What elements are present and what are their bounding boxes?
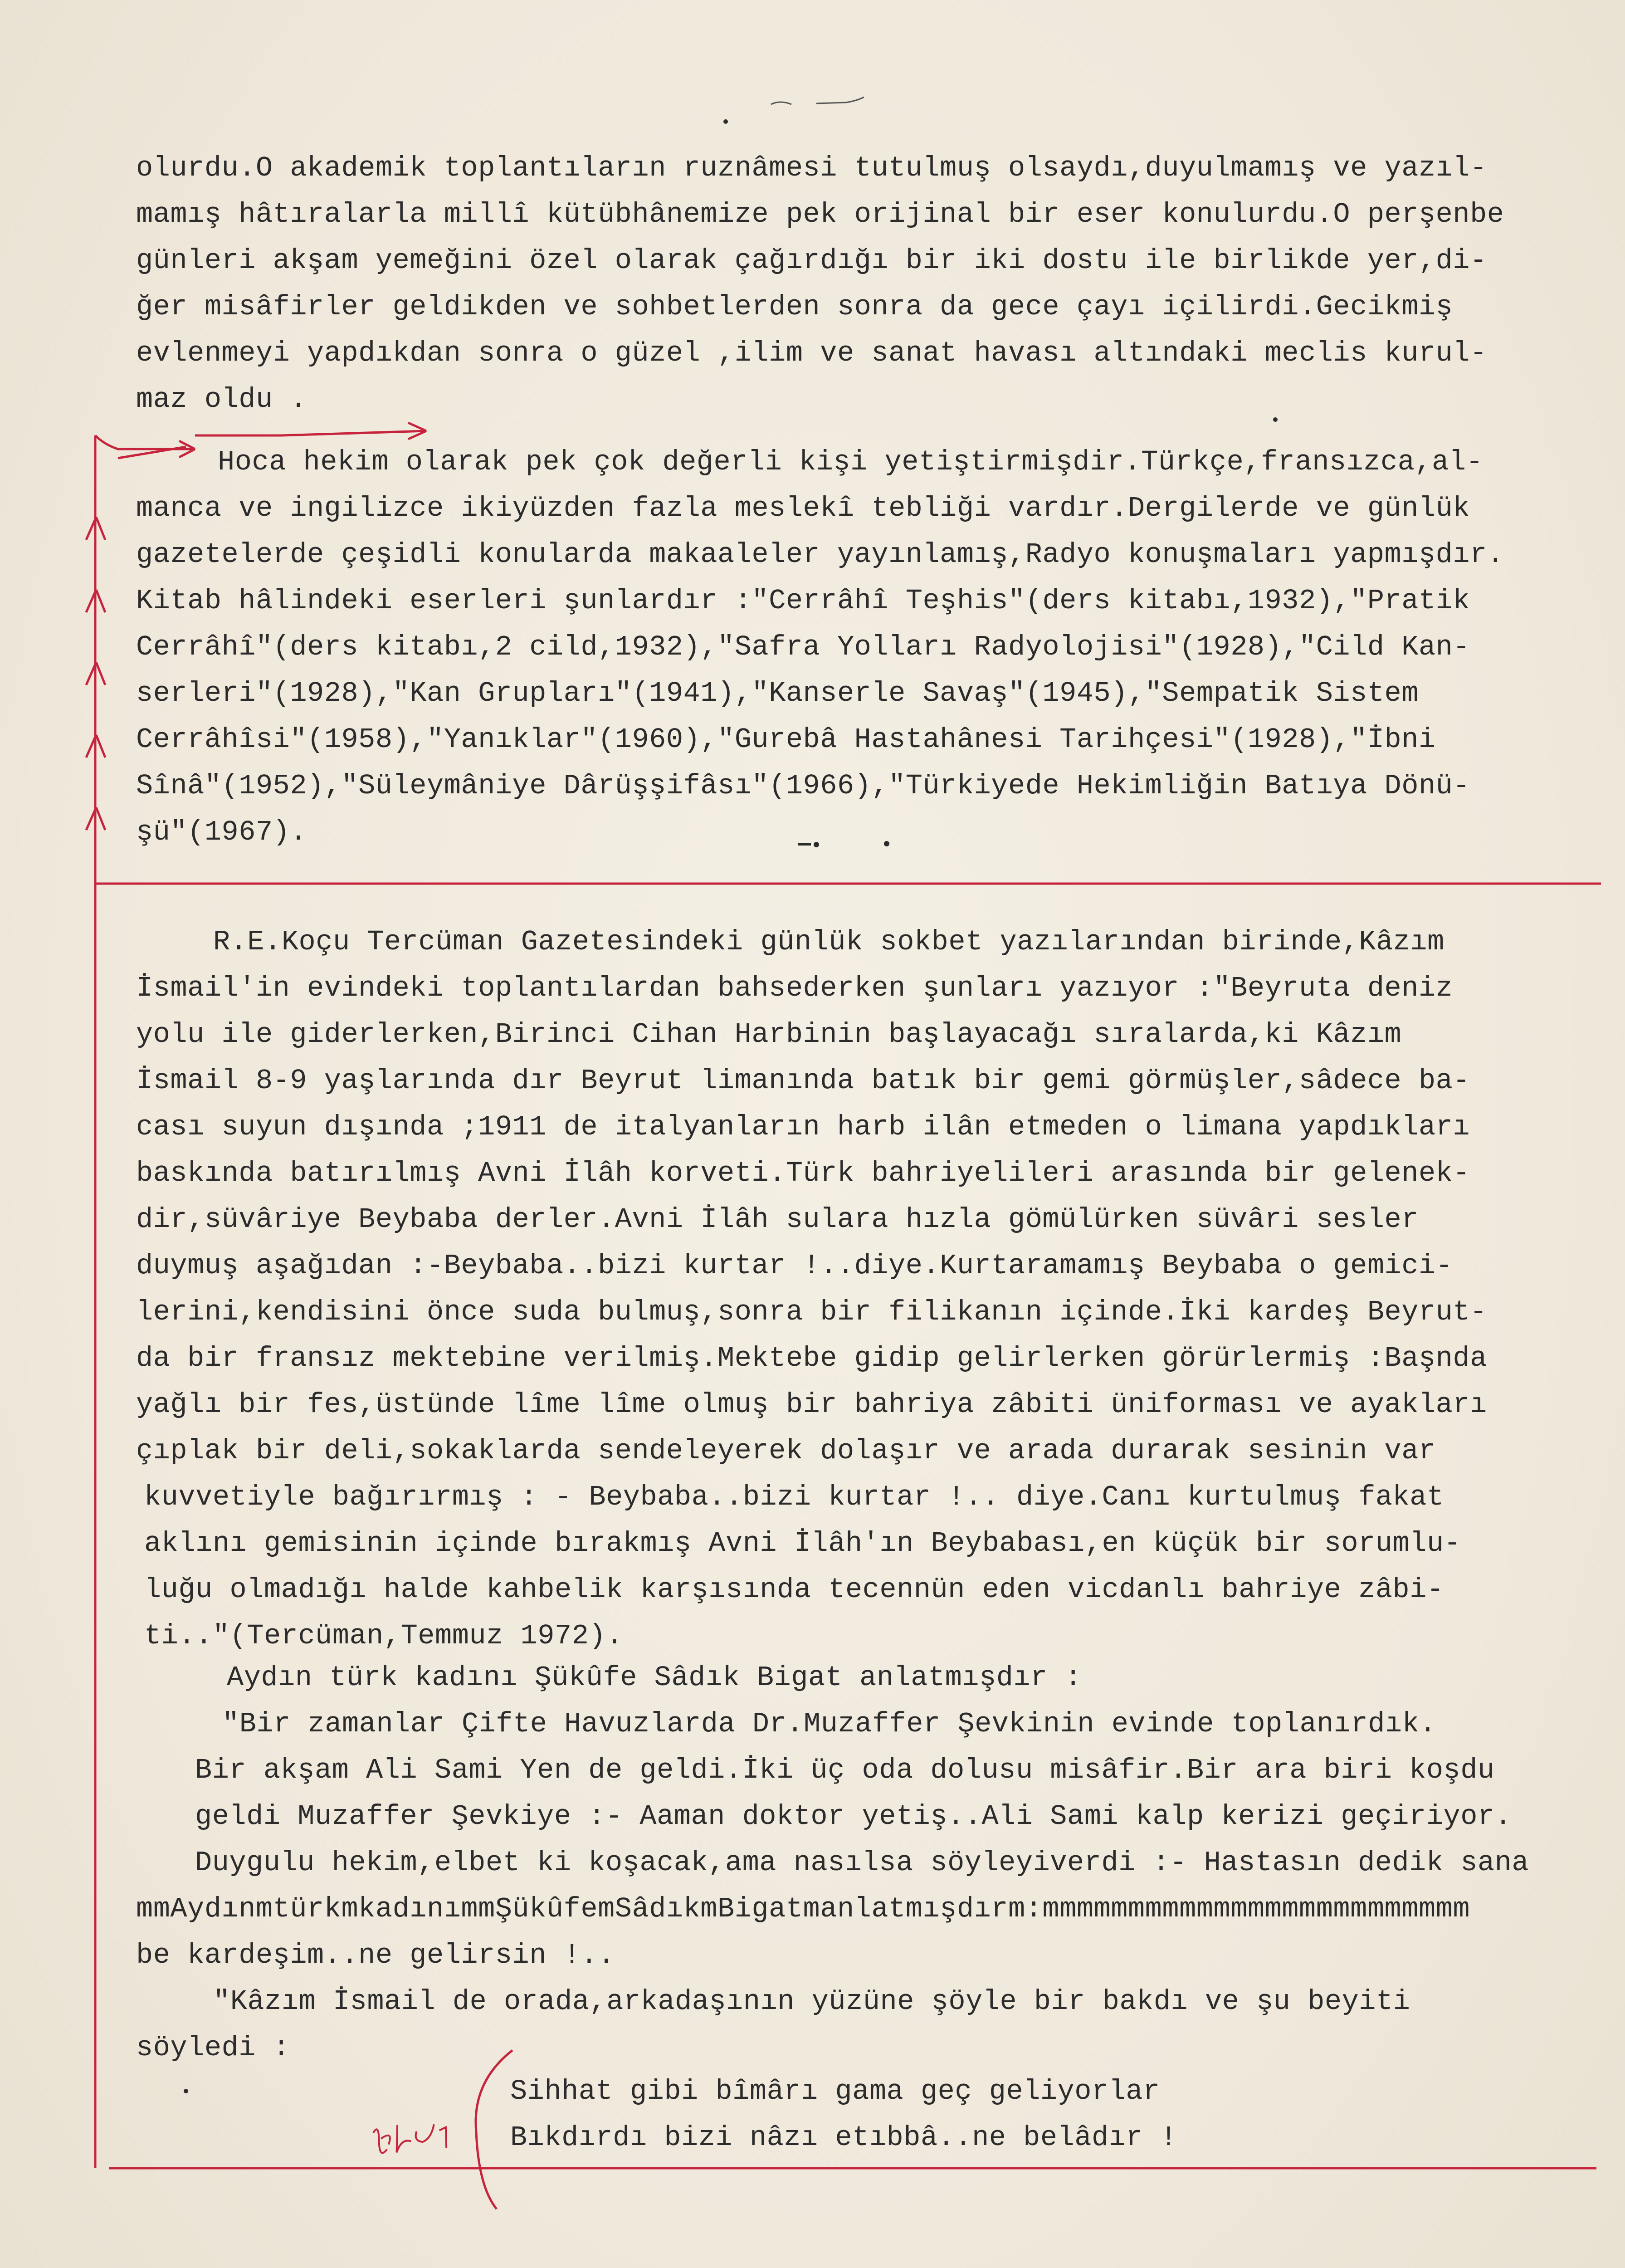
typed-line: lerini,kendisini önce suda bulmuş,sonra bir filikanın içinde.İki kardeş Beyrut- [136, 1296, 1487, 1328]
typed-line: çıplak bir deli,sokaklarda sendeleyerek dolaşır ve arada durarak sesinin var [136, 1435, 1436, 1467]
typed-line: Hoca hekim olarak pek çok değerli kişi yetiştirmişdir.Türkçe,fransızca,al- [218, 446, 1483, 478]
typed-line: mmAydınmtürkmkadınımmŞükûfemSâdıkmBigatmanlatmışdırm:mmmmmmmmmmmmmmmmmmmmmmmmm [136, 1893, 1470, 1925]
typed-line: söyledi : [136, 2032, 290, 2064]
verse-couplet [510, 2068, 1177, 2161]
typed-line: baskında batırılmış Avni İlâh korveti.Türk bahriyelileri arasında bir gelenek- [136, 1157, 1470, 1189]
typed-line: "Bir zamanlar Çifte Havuzlarda Dr.Muzaffer Şevkinin evinde toplanırdık. [222, 1708, 1437, 1740]
typed-line: günleri akşam yemeğini özel olarak çağırdığı bir iki dostu ile birlikde yer,di- [136, 244, 1487, 277]
typed-line: ti.."(Tercüman,Temmuz 1972). [144, 1620, 623, 1652]
typed-line: Sihhat gibi bîmârı gama geç geliyorlar [510, 2075, 1160, 2107]
paragraph-2-hoca-works [136, 439, 1504, 855]
typed-line: yağlı bir fes,üstünde lîme lîme olmuş bir bahriya zâbiti üniforması ve ayakları [136, 1388, 1487, 1421]
typed-line: serleri"(1928),"Kan Grupları"(1941),"Kanserle Savaş"(1945),"Sempatik Sistem [136, 677, 1419, 709]
typed-line: Duygulu hekim,elbet ki koşacak,ama nasılsa söyleyiverdi :- Hastasın dedik sana [195, 1847, 1529, 1879]
typed-line: Cerrâhîsi"(1958),"Yanıklar"(1960),"Gurebâ Hastahânesi Tarihçesi"(1928),"İbni [136, 723, 1436, 756]
typed-line: evlenmeyi yapdıkdan sonra o güzel ,ilim ve sanat havası altındaki meclis kurul- [136, 337, 1487, 369]
typed-line: be kardeşim..ne gelirsin !.. [136, 1939, 615, 1971]
typed-line: duymuş aşağıdan :-Beybaba..bizi kurtar !..diye.Kurtaramamış Beybaba o gemici- [136, 1250, 1453, 1282]
typed-line: Aydın türk kadını Şükûfe Sâdık Bigat anlatmışdır : [227, 1662, 1082, 1694]
typed-line: geldi Muzaffer Şevkiye :- Aaman doktor yetiş..Ali Sami kalp kerizi geçiriyor. [195, 1800, 1512, 1833]
typed-line: İsmail 8-9 yaşlarında dır Beyrut limanında batık bir gemi görmüşler,sâdece ba- [136, 1065, 1470, 1097]
typed-line: kuvvetiyle bağırırmış : - Beybaba..bizi kurtar !.. diye.Canı kurtulmuş fakat [144, 1481, 1444, 1513]
typed-line: luğu olmadığı halde kahbelik karşısında tecennün eden vicdanlı bahriye zâbi- [144, 1574, 1444, 1606]
paragraph-1 [136, 145, 1504, 423]
typed-line: gazetelerde çeşidli konularda makaaleler yayınlamış,Radyo konuşmaları yapmışdır. [136, 538, 1504, 571]
typed-line: cası suyun dışında ;1911 de italyanların harb ilân etmeden o limana yapdıkları [136, 1111, 1470, 1143]
typed-line: İsmail'in evindeki toplantılardan bahsederken şunları yazıyor :"Beyruta deniz [136, 972, 1453, 1004]
typed-line: Cerrâhî"(ders kitabı,2 cild,1932),"Safra Yolları Radyolojisi"(1928),"Cild Kan- [136, 631, 1470, 663]
typed-line: Sînâ"(1952),"Süleymâniye Dârüşşifâsı"(1966),"Türkiyede Hekimliğin Batıya Dönü- [136, 770, 1470, 802]
typed-line: şü"(1967). [136, 816, 307, 848]
typed-line: Bıkdırdı bizi nâzı etıbbâ..ne belâdır ! [510, 2121, 1177, 2154]
paragraph-3-koçu-quote [136, 919, 1487, 1659]
verse-bracket [463, 2041, 517, 2214]
typed-line: manca ve ingilizce ikiyüzden fazla meslekî tebliği vardır.Dergilerde ve günlük [136, 492, 1470, 524]
typed-line: maz oldu . [136, 383, 307, 415]
top-pencil-mark [766, 91, 884, 113]
typed-line: dir,süvâriye Beybaba derler.Avni İlâh sulara hızla gömülürken süvâri sesler [136, 1203, 1419, 1236]
typed-line: "Kâzım İsmail de orada,arkadaşının yüzüne şöyle bir bakdı ve şu beyiti [213, 1985, 1410, 2018]
typed-line: da bir fransız mektebine verilmiş.Mektebe gidip gelirlerken görürlermiş :Başnda [136, 1342, 1487, 1374]
margin-note-beyit [364, 2103, 462, 2170]
typed-line: aklını gemisinin içinde bırakmış Avni İlâh'ın Beybabası,en küçük bir sorumlu- [144, 1527, 1461, 1559]
typed-line: yolu ile giderlerken,Birinci Cihan Harbinin başlayacağı sıralarda,ki Kâzım [136, 1018, 1402, 1051]
typed-line: Kitab hâlindeki eserleri şunlardır :"Cerrâhî Teşhis"(ders kitabı,1932),"Pratik [136, 585, 1470, 617]
typed-line: ğer misâfirler geldikden ve sohbetlerden sonra da gece çayı içilirdi.Gecikmiş [136, 291, 1453, 323]
typed-line: mamış hâtıralarla millî kütübhânemize pek orijinal bir eser konulurdu.O perşenbe [136, 198, 1504, 230]
typed-line: Bir akşam Ali Sami Yen de geldi.İki üç oda dolusu misâfir.Bir ara biri koşdu [195, 1754, 1495, 1786]
typed-line: olurdu.O akademik toplantıların ruznâmesi tutulmuş olsaydı,duyulmamış ve yazıl- [136, 152, 1487, 184]
paragraph-4-sukufe-quote [136, 1655, 1529, 2071]
typed-line: R.E.Koçu Tercüman Gazetesindeki günlük sokbet yazılarından birinde,Kâzım [213, 926, 1444, 958]
